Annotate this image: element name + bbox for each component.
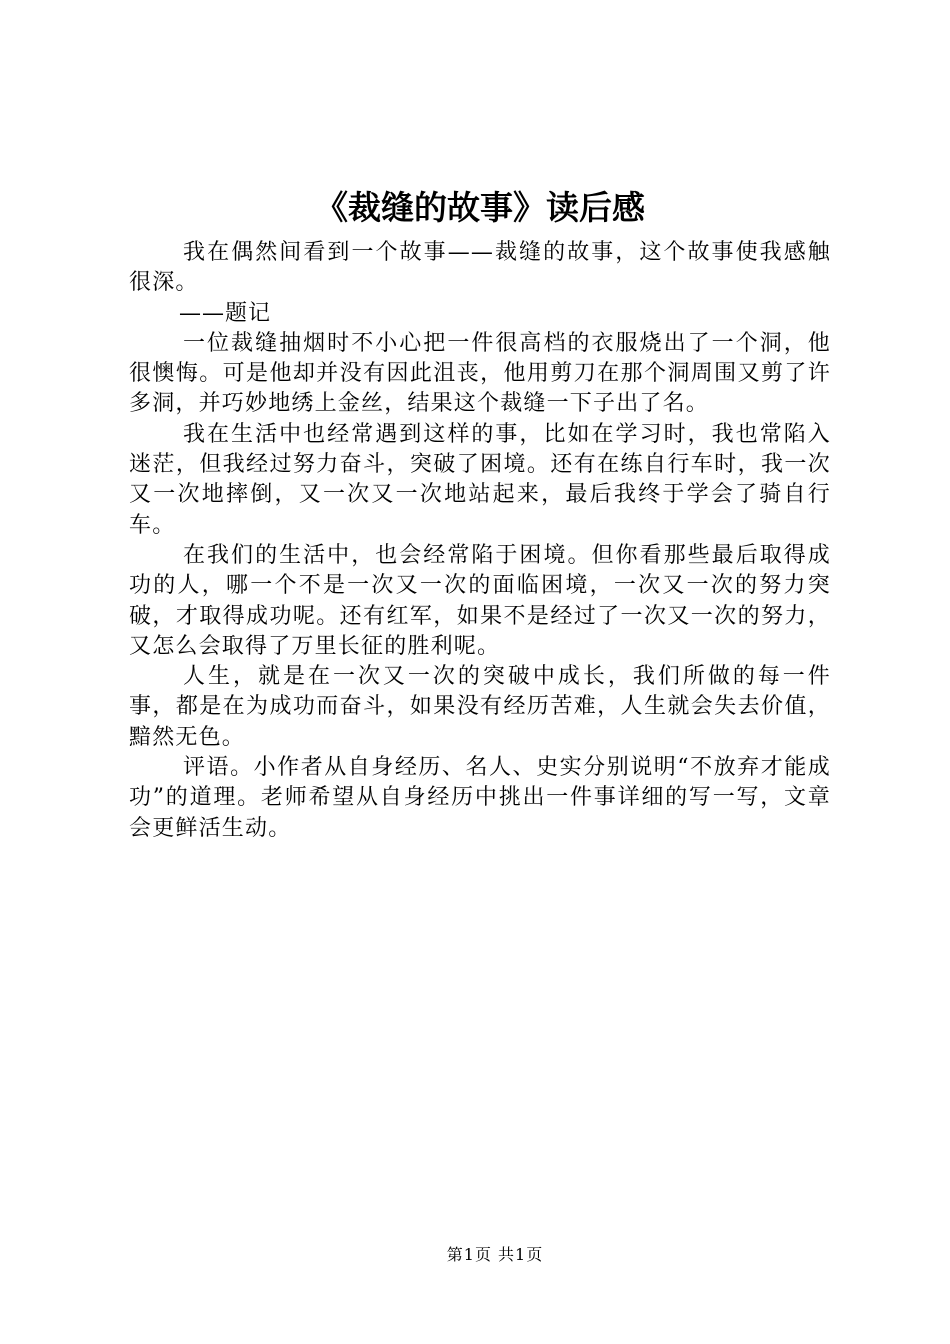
- page-footer: 第1页 共1页: [446, 1245, 544, 1264]
- comment-paragraph: 评语。小作者从自身经历、名人、史实分别说明“不放弃才能成功”的道理。老师希望从自身经历中挑出一件事详细的写一写，文章会更鲜活生动。: [129, 755, 831, 841]
- epigraph: ——题记: [179, 300, 272, 326]
- body-paragraph-4: 人生，就是在一次又一次的突破中成长，我们所做的每一件事，都是在为成功而奋斗，如果没有经历苦难，人生就会失去价值，黯然无色。: [129, 664, 831, 750]
- body-paragraph-2: 我在生活中也经常遇到这样的事，比如在学习时，我也常陷入迷茫，但我经过努力奋斗，突破了困境。还有在练自行车时，我一次又一次地摔倒，又一次又一次地站起来，最后我终于学会了骑自行车。: [129, 421, 831, 538]
- body-paragraph-1: 一位裁缝抽烟时不小心把一件很高档的衣服烧出了一个洞，他很懊悔。可是他却并没有因此沮丧，他用剪刀在那个洞周围又剪了许多洞，并巧妙地绣上金丝，结果这个裁缝一下子出了名。: [129, 330, 831, 417]
- document-body: [129, 238, 831, 844]
- intro-paragraph: 我在偶然间看到一个故事——裁缝的故事，这个故事使我感触很深。: [129, 240, 831, 296]
- body-paragraph-3: 在我们的生活中，也会经常陷于困境。但你看那些最后取得成功的人，哪一个不是一次又一次的面临困境，一次又一次的努力突破，才取得成功呢。还有红军，如果不是经过了一次又一次的努力，又怎么会取得了万里长征的胜利呢。: [129, 542, 831, 659]
- document-title: 《裁缝的故事》读后感: [315, 188, 645, 227]
